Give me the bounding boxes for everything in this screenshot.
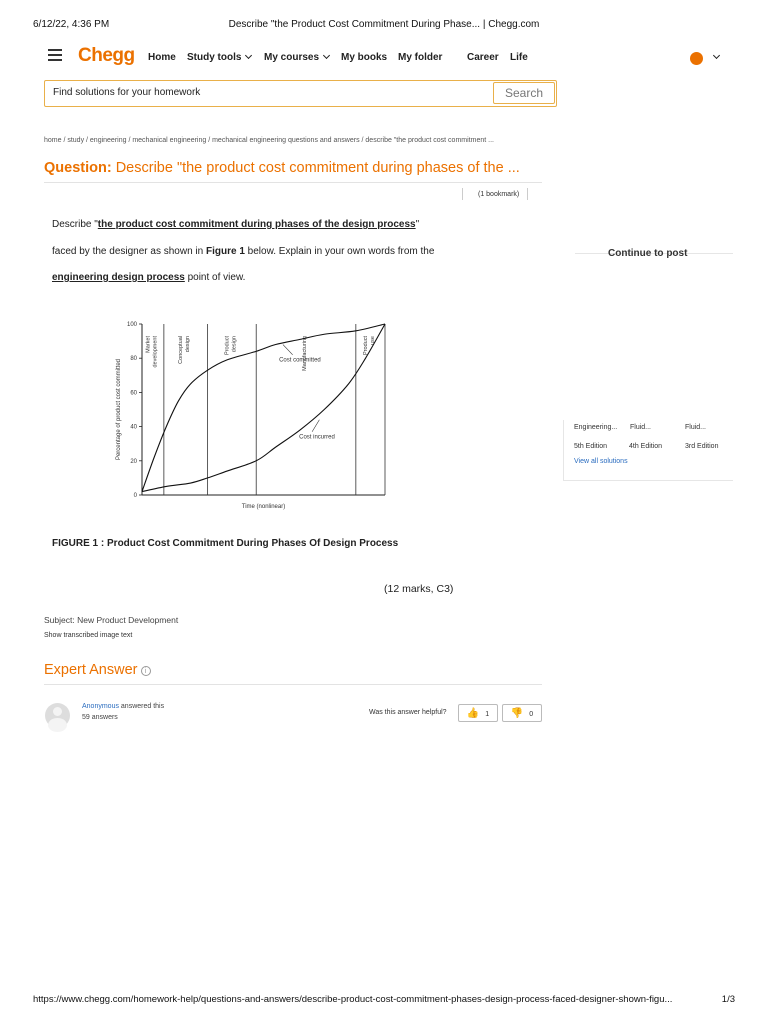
series-label-cost-committed: Cost committed bbox=[279, 357, 321, 364]
question-label: Question: bbox=[44, 160, 112, 176]
thumbs-down-button[interactable] bbox=[502, 704, 542, 722]
x-axis-label: Time (nonlinear) bbox=[241, 504, 286, 510]
cost-commitment-chart bbox=[110, 312, 400, 512]
expert-answer-heading bbox=[44, 662, 151, 678]
question-line-2 bbox=[52, 246, 434, 257]
annotation-leader bbox=[312, 420, 319, 432]
hamburger-menu-icon[interactable] bbox=[48, 49, 62, 61]
y-tick-label: 40 bbox=[130, 424, 137, 431]
show-transcribed-link[interactable]: Show transcribed image text bbox=[44, 632, 133, 639]
answerer-info bbox=[82, 703, 164, 710]
question-emphasis: engineering design process bbox=[52, 272, 185, 283]
search-button[interactable]: Search bbox=[493, 82, 555, 104]
breadcrumb[interactable]: home / study / engineering / mechanical engineering / mechanical engineering questions and answers / describe "the product cost commitment ... bbox=[44, 137, 494, 144]
search-input[interactable] bbox=[53, 87, 473, 98]
nav-my-folder[interactable]: My folder bbox=[398, 52, 443, 63]
figure-caption: FIGURE 1 : Product Cost Commitment During Phases Of Design Process bbox=[52, 538, 399, 549]
search-bar bbox=[44, 80, 557, 107]
print-url: https://www.chegg.com/homework-help/questions-and-answers/describe-product-cost-commitment-phases-design-process-faced-designer-shown-figu... bbox=[33, 994, 673, 1005]
y-tick-label: 20 bbox=[130, 458, 137, 465]
nav-home[interactable]: Home bbox=[148, 52, 176, 63]
print-title: Describe "the Product Cost Commitment During Phase... | Chegg.com bbox=[228, 19, 540, 30]
question-text: below. Explain in your own words from the bbox=[244, 246, 435, 257]
y-axis-label: Percentage of product cost committed bbox=[116, 358, 122, 461]
question-figure bbox=[110, 312, 400, 512]
question-text: point of view. bbox=[184, 272, 246, 283]
chegg-logo[interactable]: Chegg bbox=[78, 45, 135, 66]
question-line-1 bbox=[52, 219, 419, 230]
sidebar-partial-heading: Continue to post bbox=[608, 248, 688, 259]
print-page-number: 1/3 bbox=[721, 994, 735, 1005]
nav-life[interactable]: Life bbox=[510, 52, 528, 63]
chevron-down-icon bbox=[323, 52, 330, 59]
answer-count: 59 answers bbox=[82, 714, 118, 721]
question-text: Describe " bbox=[52, 219, 98, 230]
y-tick-label: 80 bbox=[130, 356, 137, 363]
sidebar-divider bbox=[563, 420, 564, 480]
answered-text: answered this bbox=[118, 703, 165, 710]
answerer-name[interactable]: Anonymous bbox=[82, 703, 119, 710]
thumbs-up-count: 1 bbox=[485, 710, 490, 718]
nav-career[interactable]: Career bbox=[467, 52, 499, 63]
question-emphasis: Figure 1 bbox=[205, 246, 245, 257]
phase-label: Product bbox=[362, 336, 369, 355]
bookmark-button[interactable]: (1 bookmark) bbox=[478, 191, 520, 198]
print-date: 6/12/22, 4:36 PM bbox=[33, 19, 110, 30]
thumbs-up-button[interactable] bbox=[458, 704, 498, 722]
textbook-edition: 5th Edition bbox=[574, 443, 608, 450]
question-title bbox=[44, 160, 544, 176]
navbar bbox=[44, 42, 768, 74]
divider bbox=[44, 182, 542, 183]
subject-label: Subject: New Product Development bbox=[44, 615, 179, 625]
textbook-edition: 4th Edition bbox=[629, 443, 663, 450]
y-tick-label: 100 bbox=[126, 322, 137, 328]
question-text: faced by the designer as shown in bbox=[52, 246, 206, 257]
chevron-down-icon bbox=[245, 52, 252, 59]
textbook-title[interactable]: Engineering... bbox=[574, 424, 618, 431]
user-avatar[interactable] bbox=[690, 52, 703, 65]
series-label-cost-incurred: Cost incurred bbox=[299, 434, 335, 441]
phase-label: design bbox=[185, 336, 192, 353]
chevron-down-icon[interactable] bbox=[709, 52, 719, 63]
textbook-title[interactable]: Fluid... bbox=[685, 424, 707, 431]
question-line-3 bbox=[52, 272, 245, 283]
divider bbox=[527, 188, 528, 200]
nav-study-tools-label: Study tools bbox=[187, 52, 242, 63]
marks-label: (12 marks, C3) bbox=[384, 583, 454, 595]
divider bbox=[462, 188, 463, 200]
question-title-text: Describe "the product cost commitment during phases of the ... bbox=[115, 160, 520, 176]
helpful-label: Was this answer helpful? bbox=[369, 709, 447, 716]
question-text: " bbox=[415, 219, 420, 230]
print-header bbox=[33, 19, 735, 33]
thumbs-up-icon: 👍 bbox=[466, 707, 480, 719]
phase-label: Conceptual bbox=[178, 336, 185, 364]
nav-my-courses[interactable] bbox=[264, 52, 329, 63]
phase-label: development bbox=[152, 336, 159, 368]
y-tick-label: 0 bbox=[133, 493, 137, 499]
y-tick-label: 60 bbox=[130, 390, 137, 397]
answerer-avatar bbox=[45, 703, 70, 728]
expert-answer-title: Expert Answer bbox=[44, 662, 138, 678]
phase-label: use bbox=[369, 336, 376, 345]
textbook-title[interactable]: Fluid... bbox=[630, 424, 652, 431]
thumbs-down-count: 0 bbox=[529, 710, 534, 718]
nav-study-tools[interactable] bbox=[187, 52, 251, 63]
info-icon[interactable]: i bbox=[141, 666, 151, 676]
phase-label: Market bbox=[145, 336, 152, 353]
sidebar-divider bbox=[563, 480, 733, 481]
thumbs-down-icon: 👎 bbox=[510, 707, 524, 719]
nav-my-books[interactable]: My books bbox=[341, 52, 388, 63]
phase-label: Manufacturing bbox=[302, 336, 309, 371]
phase-label: Product bbox=[224, 336, 231, 355]
annotation-leader bbox=[283, 345, 293, 355]
phase-label: design bbox=[231, 336, 238, 353]
question-emphasis: the product cost commitment during phases of the design process bbox=[97, 219, 416, 230]
nav-my-courses-label: My courses bbox=[264, 52, 320, 63]
view-all-solutions-link[interactable]: View all solutions bbox=[574, 458, 628, 465]
textbook-edition: 3rd Edition bbox=[685, 443, 719, 450]
divider bbox=[44, 684, 542, 685]
